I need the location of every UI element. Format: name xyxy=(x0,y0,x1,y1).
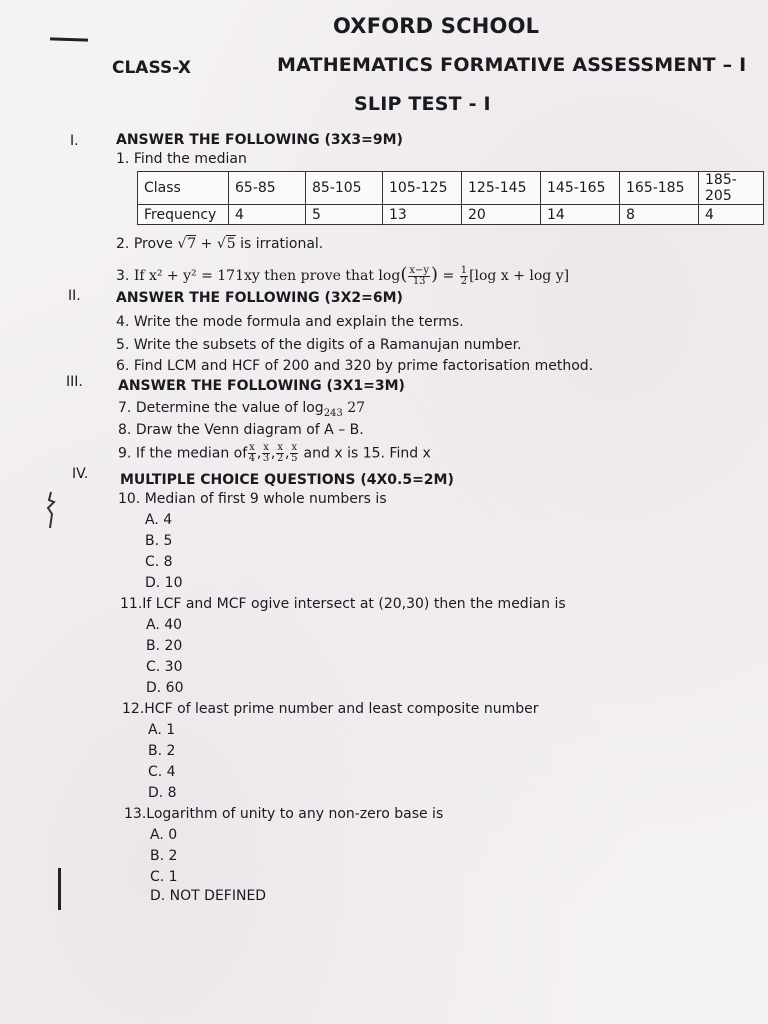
fraction xyxy=(248,443,256,464)
fraction xyxy=(276,443,284,464)
option: C. 4 xyxy=(148,764,176,780)
option: D. NOT DEFINED xyxy=(150,888,267,904)
question-11 xyxy=(120,596,566,612)
table-cell: 165-185 xyxy=(620,172,699,205)
question-9: 9. If the median of $\frac{x}{4}$ , $\frac{x}{3}$ , $\frac{x}{2}$ , $\frac{x}{5}$ and x is 15. Find x xyxy=(118,442,431,464)
question-6 xyxy=(116,358,593,374)
pen-scribble xyxy=(44,490,58,530)
option: A. 4 xyxy=(145,512,173,528)
option: B. 2 xyxy=(150,848,178,864)
question-number: 11. xyxy=(120,596,143,612)
pen-mark xyxy=(58,868,61,910)
question-text: and x is 15. Find x xyxy=(299,445,431,462)
section-2-heading: ANSWER THE FOLLOWING (3X2=6M) xyxy=(116,290,403,306)
question-text: Write the subsets of the digits of a Ramanujan number. xyxy=(133,337,522,353)
class-label: CLASS-X xyxy=(112,58,191,78)
table-cell: 105-125 xyxy=(383,172,462,205)
question-number: 13. xyxy=(124,806,147,822)
question-4 xyxy=(116,314,464,330)
option: B. 5 xyxy=(145,533,173,549)
question-8 xyxy=(118,422,364,438)
assessment-title: MATHEMATICS FORMATIVE ASSESSMENT – I xyxy=(277,54,747,76)
table-cell: 125-145 xyxy=(462,172,541,205)
question-text: 27 xyxy=(342,400,366,416)
question-number: 10. xyxy=(118,491,141,507)
table-header-cell: Frequency xyxy=(138,205,229,225)
log-base: 243 xyxy=(323,407,343,419)
table-cell: 8 xyxy=(620,205,699,225)
denominator: 3 xyxy=(262,453,270,464)
section-3-heading: ANSWER THE FOLLOWING (3X1=3M) xyxy=(118,378,405,394)
question-text: [log x + log y] xyxy=(469,268,570,284)
denominator: 4 xyxy=(248,453,256,464)
option: C. 1 xyxy=(150,869,178,885)
section-1-number: I. xyxy=(70,133,79,149)
radicand: 5 xyxy=(226,236,236,252)
denominator: 5 xyxy=(291,453,298,464)
option: D. 60 xyxy=(146,680,184,696)
numerator: x xyxy=(277,442,283,453)
option: C. 8 xyxy=(145,554,173,570)
question-number: 3. xyxy=(116,268,130,284)
question-number: 9. xyxy=(118,445,132,462)
question-text: Determine the value of log xyxy=(135,400,324,416)
class-row xyxy=(138,172,764,205)
question-text: HCF of least prime number and least composite number xyxy=(144,701,539,717)
question-text: Find the median xyxy=(133,151,247,167)
numerator: x xyxy=(263,442,269,453)
question-text: Find LCM and HCF of 200 and 320 by prime factorisation method. xyxy=(133,358,594,374)
question-text: Write the mode formula and explain the terms. xyxy=(133,314,464,330)
question-5 xyxy=(116,337,522,353)
question-number: 2. xyxy=(116,236,130,252)
option: A. 40 xyxy=(146,617,183,633)
table-cell: 145-165 xyxy=(541,172,620,205)
option: B. 20 xyxy=(146,638,183,654)
question-number: 5. xyxy=(116,337,130,353)
question-text: If the median of xyxy=(135,445,248,462)
question-12 xyxy=(122,701,539,717)
question-number: 4. xyxy=(116,314,130,330)
numerator: 1 xyxy=(460,264,468,276)
operator: + xyxy=(196,236,217,252)
question-7 xyxy=(118,400,365,419)
question-number: 6. xyxy=(116,358,130,374)
option: C. 30 xyxy=(146,659,183,675)
denominator: 13 xyxy=(412,275,426,287)
table-cell: 14 xyxy=(541,205,620,225)
frequency-table xyxy=(137,171,764,225)
school-name: OXFORD SCHOOL xyxy=(333,14,540,38)
fraction xyxy=(408,266,430,287)
table-cell: 4 xyxy=(229,205,306,225)
table-header-cell: Class xyxy=(138,172,229,205)
question-text: is irrational. xyxy=(235,236,324,252)
numerator: x−y xyxy=(409,264,430,276)
question-number: 8. xyxy=(118,422,132,438)
frequency-row xyxy=(138,205,764,225)
table-cell: 20 xyxy=(462,205,541,225)
option: B. 2 xyxy=(148,743,176,759)
question-2: 2. Prove √7 + √5 is irrational. xyxy=(116,236,324,252)
section-4-heading: MULTIPLE CHOICE QUESTIONS (4X0.5=2M) xyxy=(120,472,454,488)
question-number: 12. xyxy=(122,701,145,717)
section-3-number: III. xyxy=(66,374,83,390)
question-text: Prove xyxy=(133,236,178,252)
fraction xyxy=(290,443,298,464)
question-number: 1. xyxy=(116,151,130,167)
pen-mark xyxy=(50,37,88,41)
section-2-number: II. xyxy=(68,288,81,304)
option: A. 1 xyxy=(148,722,176,738)
test-title: SLIP TEST - I xyxy=(354,93,491,115)
question-10 xyxy=(118,491,387,507)
operator: = xyxy=(438,268,459,284)
denominator: 2 xyxy=(460,275,468,287)
denominator: 2 xyxy=(276,453,284,464)
question-3: 3. If x² + y² = 171xy then prove that log( $\frac{x-y}{13}$ ) = $\frac{1}{2}$ [log x + log y] xyxy=(116,264,570,287)
option: D. 10 xyxy=(145,575,183,591)
table-cell: 85-105 xyxy=(306,172,383,205)
option: D. 8 xyxy=(148,785,177,801)
question-text: Draw the Venn diagram of A – B. xyxy=(135,422,364,438)
table-cell: 4 xyxy=(699,205,764,225)
question-1 xyxy=(116,151,247,167)
table-cell: 185-205 xyxy=(699,172,764,205)
section-4-number: IV. xyxy=(72,466,89,482)
table-cell: 13 xyxy=(383,205,462,225)
table-cell: 5 xyxy=(306,205,383,225)
question-13 xyxy=(124,806,443,822)
question-text: Median of first 9 whole numbers is xyxy=(144,491,387,507)
radicand: 7 xyxy=(187,236,197,252)
question-number: 7. xyxy=(118,400,132,416)
option: A. 0 xyxy=(150,827,178,843)
fraction xyxy=(460,266,468,287)
question-text: If LCF and MCF ogive intersect at (20,30) then the median is xyxy=(142,596,566,612)
question-text: Logarithm of unity to any non-zero base is xyxy=(146,806,444,822)
table-cell: 65-85 xyxy=(229,172,306,205)
section-1-heading: ANSWER THE FOLLOWING (3X3=9M) xyxy=(116,132,403,148)
numerator: x xyxy=(291,442,298,453)
question-text: If x² + y² = 171xy then prove that log xyxy=(133,268,401,284)
fraction xyxy=(262,443,270,464)
numerator: x xyxy=(249,442,255,453)
